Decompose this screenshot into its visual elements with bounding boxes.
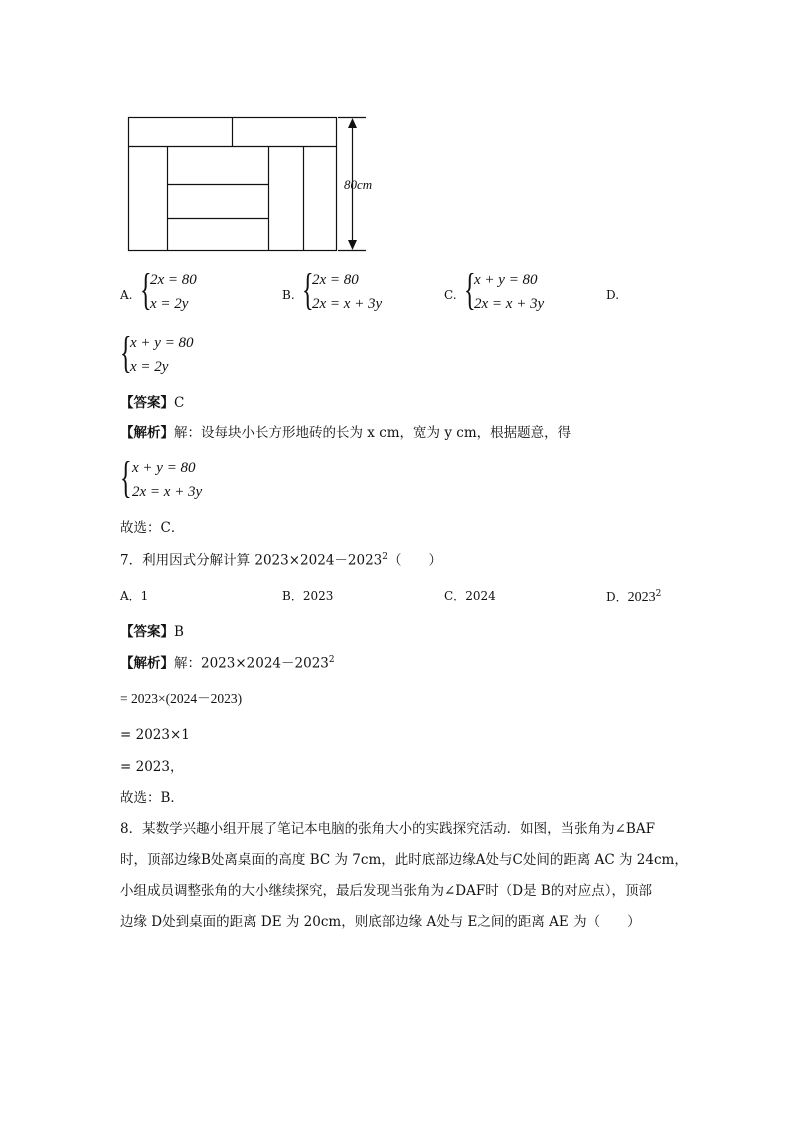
equation-2: 2x = x + 3y <box>474 296 545 312</box>
option-letter: D． <box>606 590 628 604</box>
equation-2: x = 2y <box>130 359 169 375</box>
option-letter: C. <box>444 288 457 302</box>
answer-blank: （ ） <box>388 552 442 569</box>
q7-step-3: = 2023， <box>120 759 184 775</box>
analysis-tag: 【解析】 <box>120 425 174 441</box>
q8-line-4: 边缘 D处到桌面的距离 DE 为 20cm，则底部边缘 A处与 E之间的距离 AE 为（ ） <box>120 914 641 930</box>
answer-value: B <box>174 624 184 640</box>
equation-2: 2x = x + 3y <box>132 484 203 500</box>
option-exponent: 2 <box>655 589 662 599</box>
equation-2: 2x = x + 3y <box>312 296 383 312</box>
answer-value: C <box>174 395 185 411</box>
analysis-exponent: 2 <box>328 655 335 665</box>
q7-analysis <box>120 656 335 671</box>
brace-icon: { <box>302 265 314 314</box>
brace-icon: { <box>120 453 132 502</box>
equation-1: x + y = 80 <box>132 460 196 476</box>
option-letter: C． <box>444 589 466 603</box>
option-letter: B． <box>282 589 303 603</box>
option-value: 2023 <box>302 589 334 603</box>
stem-text: 7．利用因式分解计算 2023×2024－2023 <box>120 552 383 569</box>
q7-step-2: = 2023×1 <box>120 727 190 743</box>
q6-analysis <box>120 427 571 441</box>
option-letter: D. <box>606 288 620 302</box>
q7-option-b <box>282 590 333 602</box>
option-letter: B. <box>282 288 295 302</box>
q7-step-1: = 2023×(2024－2023) <box>120 691 243 706</box>
brace-icon: { <box>120 328 132 377</box>
equation-1: x + y = 80 <box>474 272 538 288</box>
equation-1: x + y = 80 <box>130 335 194 351</box>
brace-icon: { <box>140 265 152 314</box>
q8-line-1: 8．某数学兴趣小组开展了笔记本电脑的张角大小的实践探究活动．如图，当张角为∠BAF <box>120 821 655 837</box>
q6-conclusion: 故选：C． <box>120 520 185 536</box>
answer-tag: 【答案】 <box>120 624 174 640</box>
equation-1: 2x = 80 <box>312 272 359 288</box>
option-value: 2023 <box>627 590 656 605</box>
equation-1: 2x = 80 <box>150 272 197 288</box>
analysis-text: 解：设每块小长方形地砖的长为 x cm，宽为 y cm，根据题意，得 <box>174 425 572 441</box>
equation-2: x = 2y <box>150 296 189 312</box>
option-letter: A. <box>120 288 133 302</box>
q8-line-2: 时，顶部边缘B处离桌面的高度 BC 为 7cm，此时底部边缘A处与C处间的距离 AC 为 24cm， <box>120 852 688 868</box>
q7-stem <box>120 553 442 568</box>
brace-icon: { <box>464 265 476 314</box>
q7-option-c <box>444 590 496 602</box>
tile-figure <box>120 110 380 260</box>
q7-answer <box>120 626 184 640</box>
option-value: 1 <box>140 589 149 603</box>
q6-answer <box>120 397 184 411</box>
q7-option-d <box>606 590 661 605</box>
option-value: 2024 <box>465 589 496 603</box>
stem-exponent: 2 <box>382 552 388 562</box>
height-label: 80cm <box>344 177 373 192</box>
q7-conclusion: 故选：B． <box>120 790 184 806</box>
answer-tag: 【答案】 <box>120 395 174 411</box>
analysis-tag: 【解析】 <box>120 655 174 672</box>
option-letter: A． <box>120 589 141 603</box>
analysis-text: 解：2023×2024－2023 <box>174 655 329 672</box>
q8-line-3: 小组成员调整张角的大小继续探究，最后发现当张角为∠DAF时（D是 B的对应点），顶部 <box>120 883 653 899</box>
q7-option-a <box>120 590 148 602</box>
